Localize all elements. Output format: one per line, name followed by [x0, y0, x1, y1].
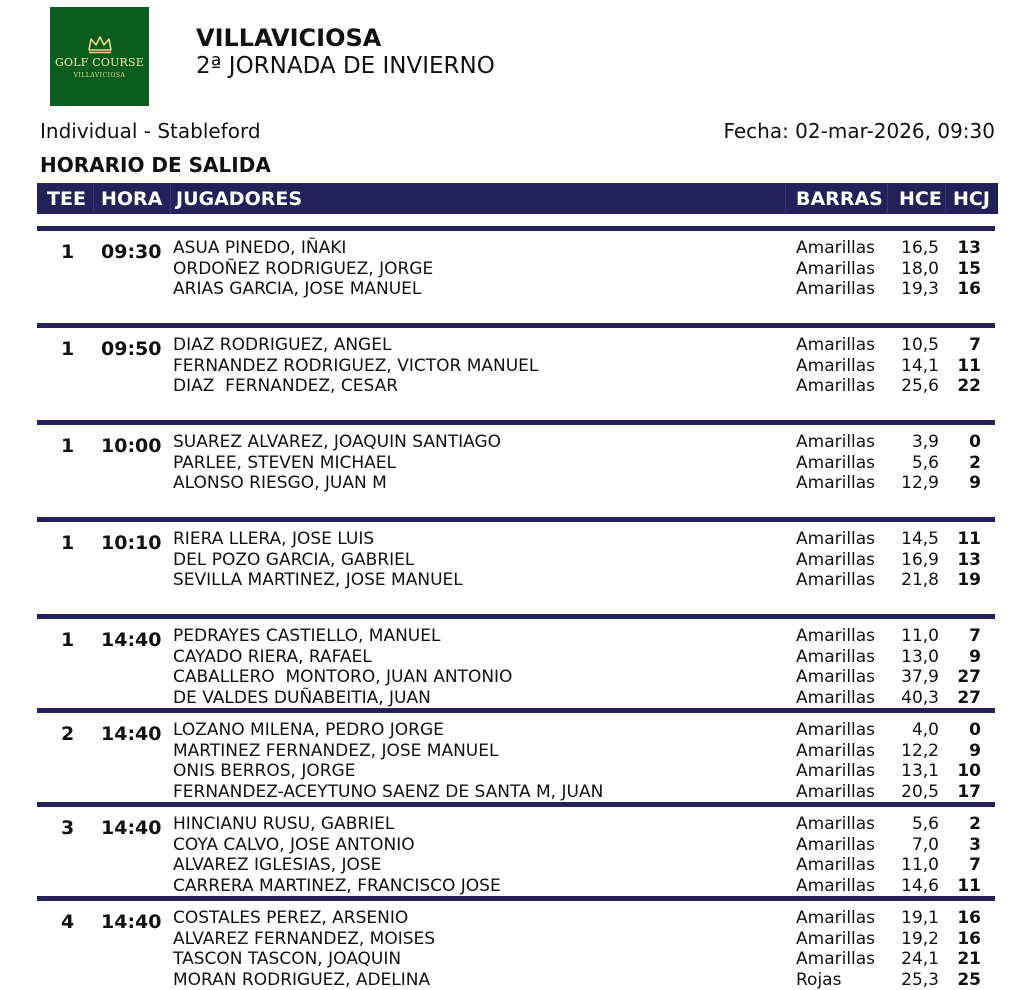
player-hcj: 2: [969, 453, 981, 473]
player-barras: Amarillas: [796, 550, 875, 570]
group-tee: 1: [61, 241, 74, 263]
player-hcj: 11: [957, 356, 981, 376]
player-name: FERNANDEZ RODRIGUEZ, VICTOR MANUEL: [173, 356, 538, 376]
player-row: [37, 626, 995, 647]
column-header-hce: HCE: [899, 188, 942, 210]
table-header: [37, 183, 998, 214]
player-name: ALVAREZ IGLESIAS, JOSE: [173, 855, 381, 875]
column-header-tee: TEE: [47, 188, 86, 210]
player-barras: Amarillas: [796, 238, 875, 258]
player-barras: Amarillas: [796, 720, 875, 740]
player-barras: Rojas: [796, 970, 841, 990]
player-hce: 16,5: [901, 238, 939, 258]
player-row: [37, 473, 995, 494]
player-name: ORDOÑEZ RODRIGUEZ, JORGE: [173, 259, 433, 279]
player-barras: Amarillas: [796, 782, 875, 802]
crown-icon: [87, 34, 113, 54]
player-name: PARLEE, STEVEN MICHAEL: [173, 453, 396, 473]
player-hcj: 7: [969, 855, 981, 875]
player-barras: Amarillas: [796, 688, 875, 708]
player-row: [37, 432, 995, 453]
group-tee: 2: [61, 723, 74, 745]
player-row: [37, 570, 995, 591]
group-time: 09:50: [101, 338, 161, 360]
column-header-jugadores: JUGADORES: [176, 188, 302, 210]
player-hce: 5,6: [912, 814, 939, 834]
player-name: DIAZ FERNANDEZ, CESAR: [173, 376, 398, 396]
player-hcj: 16: [957, 908, 981, 928]
player-hcj: 0: [969, 432, 981, 452]
player-row: [37, 949, 995, 970]
player-row: [37, 453, 995, 474]
group-tee: 1: [61, 629, 74, 651]
player-hce: 24,1: [901, 949, 939, 969]
player-row: [37, 550, 995, 571]
player-barras: Amarillas: [796, 259, 875, 279]
player-hce: 14,6: [901, 876, 939, 896]
tee-group: [37, 323, 995, 416]
player-hcj: 22: [957, 376, 981, 396]
player-row: [37, 929, 995, 950]
player-barras: Amarillas: [796, 855, 875, 875]
player-hce: 5,6: [912, 453, 939, 473]
group-tee: 1: [61, 532, 74, 554]
player-barras: Amarillas: [796, 279, 875, 299]
player-hce: 7,0: [912, 835, 939, 855]
player-hcj: 15: [957, 259, 981, 279]
player-name: SUAREZ ALVAREZ, JOAQUIN SANTIAGO: [173, 432, 501, 452]
player-name: CABALLERO MONTORO, JUAN ANTONIO: [173, 667, 512, 687]
player-hcj: 3: [969, 835, 981, 855]
column-header-barras: BARRAS: [796, 188, 883, 210]
player-hcj: 7: [969, 626, 981, 646]
player-row: [37, 814, 995, 835]
player-hce: 12,2: [901, 741, 939, 761]
player-hce: 4,0: [912, 720, 939, 740]
player-name: ALVAREZ FERNANDEZ, MOISES: [173, 929, 435, 949]
player-hcj: 21: [957, 949, 981, 969]
player-name: FERNANDEZ-ACEYTUNO SAENZ DE SANTA M, JUAN: [173, 782, 603, 802]
player-name: LOZANO MILENA, PEDRO JORGE: [173, 720, 444, 740]
player-name: COSTALES PEREZ, ARSENIO: [173, 908, 408, 928]
player-hcj: 13: [957, 550, 981, 570]
group-time: 14:40: [101, 817, 161, 839]
tee-group: [37, 420, 995, 513]
player-hcj: 9: [969, 741, 981, 761]
player-hce: 40,3: [901, 688, 939, 708]
player-barras: Amarillas: [796, 667, 875, 687]
player-hcj: 16: [957, 279, 981, 299]
player-hce: 20,5: [901, 782, 939, 802]
player-barras: Amarillas: [796, 647, 875, 667]
player-name: RIERA LLERA, JOSE LUIS: [173, 529, 374, 549]
tee-group: [37, 614, 995, 708]
player-hce: 37,9: [901, 667, 939, 687]
player-hce: 19,2: [901, 929, 939, 949]
section-title: HORARIO DE SALIDA: [40, 153, 271, 177]
player-hce: 16,9: [901, 550, 939, 570]
player-hcj: 7: [969, 335, 981, 355]
player-name: ASUA PINEDO, IÑAKI: [173, 238, 346, 258]
player-barras: Amarillas: [796, 908, 875, 928]
player-row: [37, 720, 995, 741]
player-row: [37, 970, 995, 990]
player-name: ARIAS GARCIA, JOSE MANUEL: [173, 279, 421, 299]
group-tee: 3: [61, 817, 74, 839]
tee-group: [37, 708, 995, 802]
player-barras: Amarillas: [796, 432, 875, 452]
tee-group: [37, 896, 995, 990]
player-hcj: 17: [957, 782, 981, 802]
player-row: [37, 335, 995, 356]
player-barras: Amarillas: [796, 376, 875, 396]
player-row: [37, 376, 995, 397]
column-header-hcj: HCJ: [953, 188, 990, 210]
player-hce: 21,8: [901, 570, 939, 590]
player-name: COYA CALVO, JOSE ANTONIO: [173, 835, 415, 855]
player-row: [37, 688, 995, 709]
player-row: [37, 741, 995, 762]
player-row: [37, 782, 995, 803]
player-barras: Amarillas: [796, 335, 875, 355]
group-time: 14:40: [101, 629, 161, 651]
player-hce: 18,0: [901, 259, 939, 279]
player-hcj: 11: [957, 529, 981, 549]
group-time: 14:40: [101, 911, 161, 933]
player-row: [37, 835, 995, 856]
player-row: [37, 279, 995, 300]
player-barras: Amarillas: [796, 529, 875, 549]
player-hcj: 0: [969, 720, 981, 740]
player-hce: 11,0: [901, 855, 939, 875]
competition-mode: Individual - Stableford: [40, 119, 261, 143]
group-time: 10:10: [101, 532, 161, 554]
competition-date: Fecha: 02-mar-2026, 09:30: [723, 119, 995, 143]
player-barras: Amarillas: [796, 814, 875, 834]
player-row: [37, 761, 995, 782]
player-hcj: 9: [969, 473, 981, 493]
player-name: DIAZ RODRIGUEZ, ANGEL: [173, 335, 391, 355]
player-hcj: 27: [957, 688, 981, 708]
player-row: [37, 647, 995, 668]
player-hce: 10,5: [901, 335, 939, 355]
player-name: HINCIANU RUSU, GABRIEL: [173, 814, 394, 834]
player-hcj: 2: [969, 814, 981, 834]
player-barras: Amarillas: [796, 741, 875, 761]
round-title: 2ª JORNADA DE INVIERNO: [196, 53, 495, 79]
player-name: CARRERA MARTINEZ, FRANCISCO JOSE: [173, 876, 501, 896]
logo-text: GOLF COURSE: [55, 56, 144, 69]
player-barras: Amarillas: [796, 949, 875, 969]
player-name: ONIS BERROS, JORGE: [173, 761, 355, 781]
player-hcj: 19: [957, 570, 981, 590]
player-barras: Amarillas: [796, 473, 875, 493]
player-row: [37, 876, 995, 897]
club-logo: [50, 7, 149, 106]
player-row: [37, 356, 995, 377]
player-hce: 19,3: [901, 279, 939, 299]
player-hcj: 11: [957, 876, 981, 896]
player-barras: Amarillas: [796, 761, 875, 781]
group-tee: 1: [61, 338, 74, 360]
player-hce: 11,0: [901, 626, 939, 646]
player-name: CAYADO RIERA, RAFAEL: [173, 647, 372, 667]
club-title: VILLAVICIOSA: [196, 24, 381, 52]
player-name: PEDRAYES CASTIELLO, MANUEL: [173, 626, 440, 646]
group-time: 14:40: [101, 723, 161, 745]
player-barras: Amarillas: [796, 835, 875, 855]
group-tee: 1: [61, 435, 74, 457]
player-hce: 13,1: [901, 761, 939, 781]
player-row: [37, 238, 995, 259]
tee-time-list: [37, 226, 995, 990]
player-hce: 12,9: [901, 473, 939, 493]
tee-group: [37, 802, 995, 896]
player-hce: 25,3: [901, 970, 939, 990]
tee-group: [37, 517, 995, 610]
player-barras: Amarillas: [796, 570, 875, 590]
player-barras: Amarillas: [796, 453, 875, 473]
group-tee: 4: [61, 911, 74, 933]
player-name: ALONSO RIESGO, JUAN M: [173, 473, 387, 493]
player-barras: Amarillas: [796, 876, 875, 896]
player-barras: Amarillas: [796, 356, 875, 376]
player-hce: 19,1: [901, 908, 939, 928]
player-name: MARTINEZ FERNANDEZ, JOSE MANUEL: [173, 741, 498, 761]
player-name: MORAN RODRIGUEZ, ADELINA: [173, 970, 430, 990]
player-hcj: 10: [957, 761, 981, 781]
player-row: [37, 667, 995, 688]
player-hce: 25,6: [901, 376, 939, 396]
player-barras: Amarillas: [796, 626, 875, 646]
player-hce: 3,9: [912, 432, 939, 452]
player-name: TASCON TASCON, JOAQUIN: [173, 949, 401, 969]
player-hcj: 9: [969, 647, 981, 667]
player-name: SEVILLA MARTINEZ, JOSE MANUEL: [173, 570, 463, 590]
player-row: [37, 259, 995, 280]
logo-subtext: VILLAVICIOSA: [74, 72, 126, 79]
player-hce: 14,5: [901, 529, 939, 549]
group-time: 09:30: [101, 241, 161, 263]
player-hcj: 13: [957, 238, 981, 258]
player-row: [37, 908, 995, 929]
player-name: DE VALDES DUÑABEITIA, JUAN: [173, 688, 431, 708]
player-barras: Amarillas: [796, 929, 875, 949]
player-name: DEL POZO GARCIA, GABRIEL: [173, 550, 414, 570]
player-row: [37, 855, 995, 876]
column-header-hora: HORA: [101, 188, 162, 210]
tee-group: [37, 226, 995, 319]
player-hcj: 25: [957, 970, 981, 990]
player-row: [37, 529, 995, 550]
player-hce: 13,0: [901, 647, 939, 667]
player-hcj: 27: [957, 667, 981, 687]
player-hce: 14,1: [901, 356, 939, 376]
group-time: 10:00: [101, 435, 161, 457]
player-hcj: 16: [957, 929, 981, 949]
